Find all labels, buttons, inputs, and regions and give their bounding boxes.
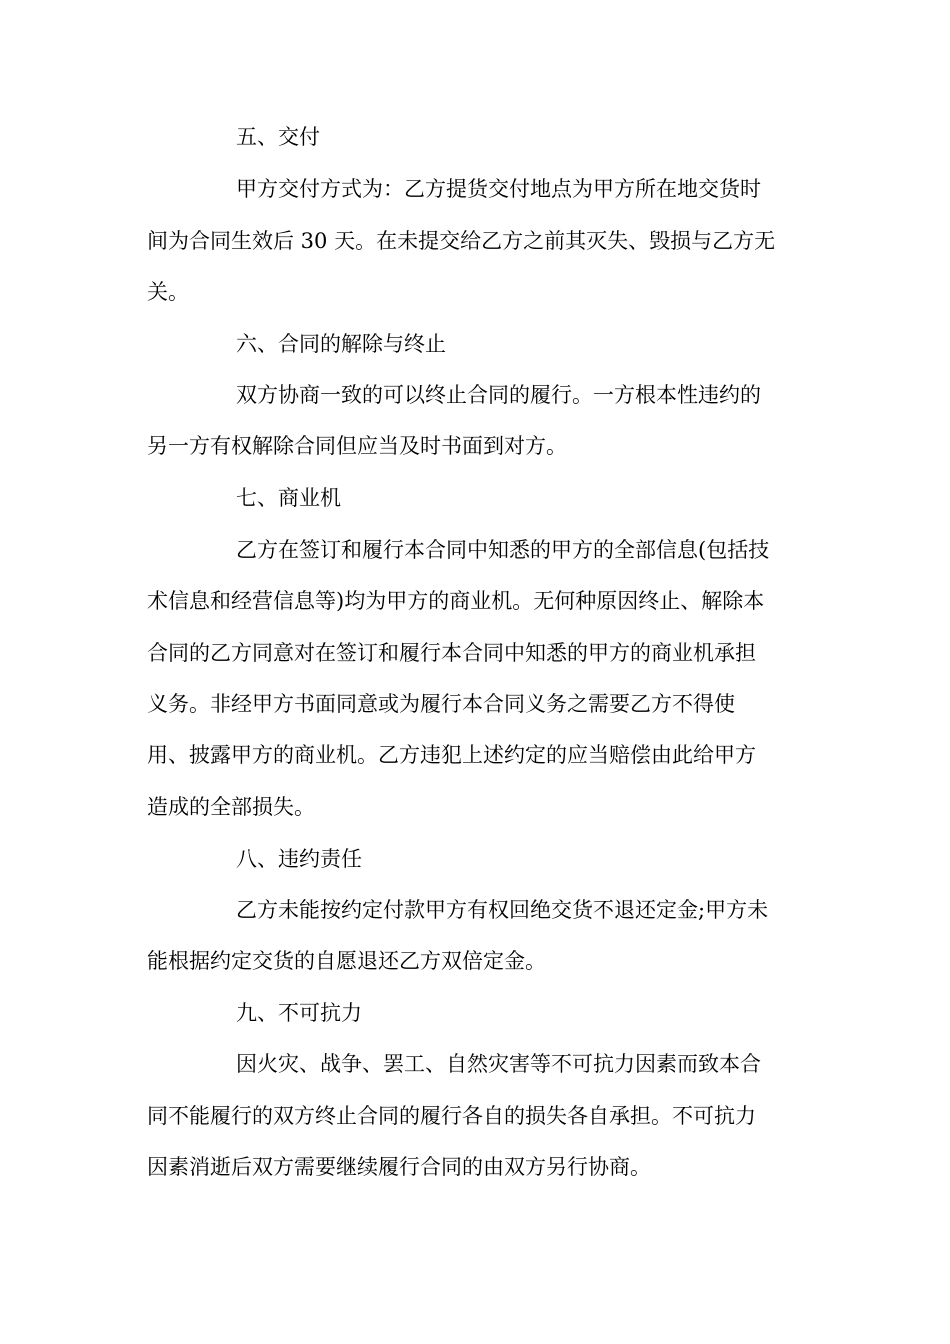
paragraph-line: 间为合同生效后 30 天。在未提交给乙方之前其灭失、毁损与乙方无: [147, 229, 776, 253]
paragraph-line: 能根据约定交货的自愿退还乙方双倍定金。: [147, 949, 546, 973]
paragraph-line: 另一方有权解除合同但应当及时书面到对方。: [147, 434, 567, 458]
paragraph-line: 义务。非经甲方书面同意或为履行本合同义务之需要乙方不得使: [147, 692, 735, 716]
paragraph-line: 乙方未能按约定付款甲方有权回绝交货不退还定金;甲方未: [236, 898, 769, 922]
section-heading-termination: 六、合同的解除与终止: [236, 332, 446, 356]
paragraph-line: 造成的全部损失。: [147, 795, 315, 819]
paragraph-line: 因火灾、战争、罢工、自然灾害等不可抗力因素而致本合: [236, 1052, 761, 1076]
paragraph-line: 同不能履行的双方终止合同的履行各自的损失各自承担。不可抗力: [147, 1104, 756, 1128]
section-heading-delivery: 五、交付: [236, 125, 320, 149]
paragraph-line: 关。: [147, 280, 189, 304]
paragraph-line: 术信息和经营信息等)均为甲方的商业机。无何种原因终止、解除本: [147, 589, 765, 613]
section-heading-liability: 八、违约责任: [236, 847, 362, 871]
section-heading-force-majeure: 九、不可抗力: [236, 1001, 362, 1025]
paragraph-line: 因素消逝后双方需要继续履行合同的由双方另行协商。: [147, 1155, 651, 1179]
paragraph-line: 合同的乙方同意对在签订和履行本合同中知悉的甲方的商业机承担: [147, 641, 756, 665]
paragraph-line: 乙方在签订和履行本合同中知悉的甲方的全部信息(包括技: [236, 538, 770, 562]
section-heading-business: 七、商业机: [236, 486, 341, 510]
paragraph-line: 用、披露甲方的商业机。乙方违犯上述约定的应当赔偿由此给甲方: [147, 743, 756, 767]
paragraph-line: 双方协商一致的可以终止合同的履行。一方根本性违约的: [236, 383, 761, 407]
paragraph-line: 甲方交付方式为：乙方提货交付地点为甲方所在地交货时: [236, 177, 761, 201]
